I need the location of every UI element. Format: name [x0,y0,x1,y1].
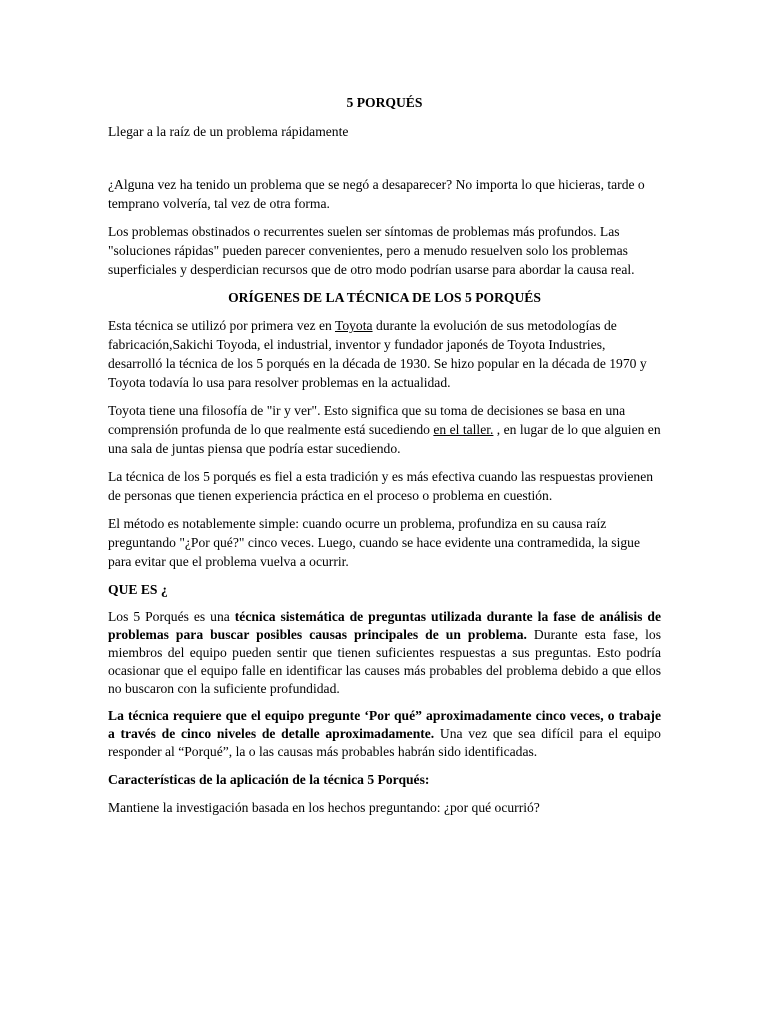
document-body [108,93,661,826]
origins-heading: ORÍGENES DE LA TÉCNICA DE LOS 5 PORQUÉS [228,290,541,305]
que-es-p1-bold: técnica sistemática de preguntas utilizada durante la fase de análisis de problemas para buscar posibles causas principales de un problema. [108,609,661,642]
que-es-p1-text-b: Durante esta fase, los miembros del equipo pueden sentir que tienen suficientes respuestas a sus preguntas. Esto podría ocasionar que el equipo falle en identificar las causes más probables del problema debido a que ellos no buscaron con la suficiente profundidad. [108,627,661,696]
que-es-heading: QUE ES ¿ [108,582,168,597]
origins-p2-text-b: , en lugar de lo que alguien en una sala de juntas piensa que podría estar sucediendo. [108,422,661,456]
que-es-p2-text-b: Una vez que sea difícil para el equipo responder al “Porqué”, la o las causas más probables habrán sido identificadas. [108,726,661,759]
que-es-p2-bold: La técnica requiere que el equipo pregunte ‘Por qué” aproximadamente cinco veces, o trabaje a través de cinco niveles de detalle aproximadamente. [108,708,661,741]
origins-p1-text-b: durante la evolución de sus metodologías de fabricación,Sakichi Toyoda, el industrial, inventor y fundador japonés de Toyota Industries, desarrolló la técnica de los 5 porqués en la década de 1930. Se hizo popular en la década de 1970 y Toyota todavía lo usa para resolver problemas en la actualidad. [108,318,647,390]
origins-paragraph-1 [108,316,661,392]
features-heading: Características de la aplicación de la técnica 5 Porqués: [108,772,430,787]
origins-paragraph-4: El método es notablemente simple: cuando ocurre un problema, profundiza en su causa raíz preguntando "¿Por qué?" cinco veces. Luego, cuando se hace evidente una contramedida, la sigue para evitar que el problema vuelva a ocurrir. [108,516,640,569]
origins-paragraph-2 [108,401,661,458]
que-es-paragraph-2 [108,707,661,761]
que-es-p1-text-a: Los 5 Porqués es una [108,609,235,624]
intro-paragraph-1: ¿Alguna vez ha tenido un problema que se negó a desaparecer? No importa lo que hicieras, tarde o temprano volvería, tal vez de otra forma. [108,177,645,211]
origins-paragraph-3: La técnica de los 5 porqués es fiel a esta tradición y es más efectiva cuando las respuestas provienen de personas que tienen experiencia práctica en el proceso o problema en cuestión. [108,469,654,503]
document-subtitle: Llegar a la raíz de un problema rápidamente [108,124,349,139]
blank-spacer [108,141,661,175]
origins-p1-text-a: Esta técnica se utilizó por primera vez en [108,318,335,333]
intro-paragraph-2: Los problemas obstinados o recurrentes suelen ser síntomas de problemas más profundos. Las "soluciones rápidas" pueden parecer convenientes, pero a menudo resuelven solo los problemas superficiales y desperdician recursos que de otro modo podrían usarse para abordar la causa real. [108,224,635,277]
que-es-paragraph-1 [108,608,661,698]
features-paragraph-1: Mantiene la investigación basada en los hechos preguntando: ¿por qué ocurrió? [108,800,540,815]
taller-link[interactable]: en el taller. [433,422,494,437]
toyota-link[interactable]: Toyota [334,318,373,333]
origins-p2-text-a: Toyota tiene una filosofía de "ir y ver". Esto significa que su toma de decisiones se basa en una comprensión profunda de lo que realmente está sucediendo [108,403,626,437]
document-title: 5 PORQUÉS [346,95,423,110]
